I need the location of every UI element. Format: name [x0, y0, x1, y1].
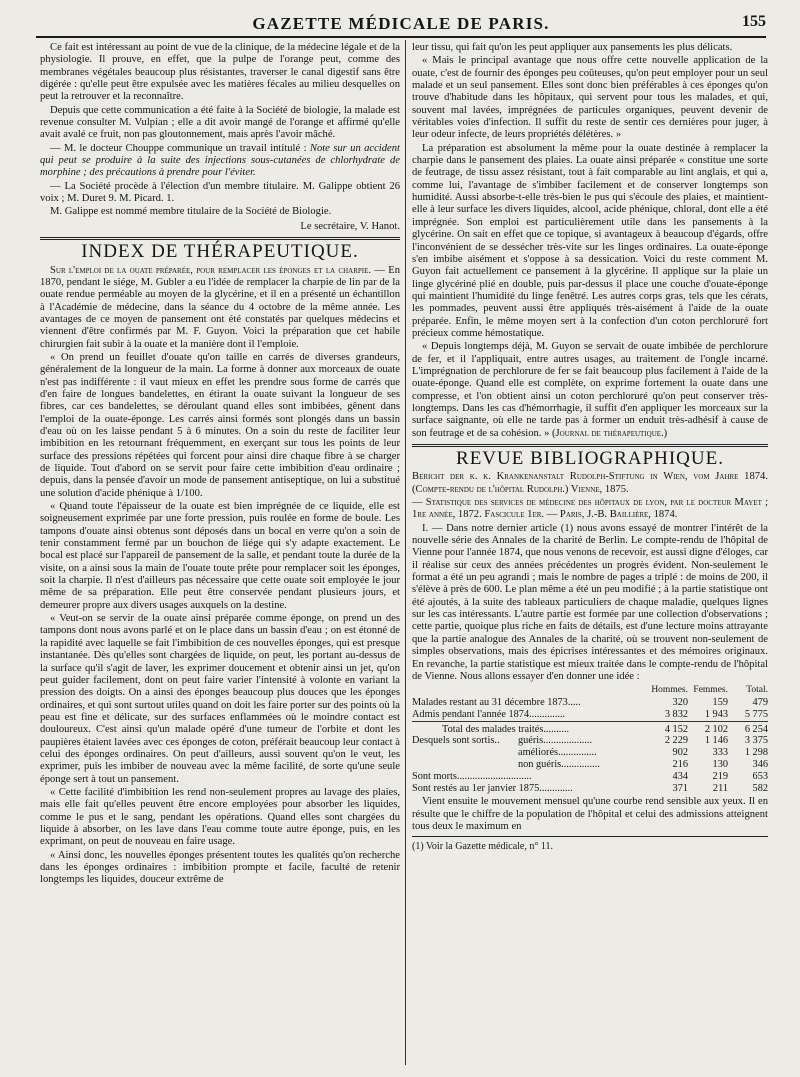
journal-title: GAZETTE MÉDICALE DE PARIS. [252, 14, 550, 33]
signature: Le secrétaire, V. Hanot. [300, 220, 400, 232]
paragraph: « Cette facilité d'imbibition les rend non-seulement propres au lavage des plaies, mais elle fait qu'elles peuvent être encore employées pour absorber les liquides, comme le pus et le sang, pendant les opérations. Quand elles sont chargées du liquide à absorber, on les lave dans l'eau comme toute autre éponge, puis, en les exprimant, on peut de nouveau en faire usage. [40, 786, 400, 848]
table-row: améliorés............... 902 333 1 298 [518, 747, 768, 759]
table-row: Sont morts............................. 434 219 653 [412, 770, 768, 782]
text-run: — En 1870, pendant le siége, M. Gubler a eu l'idée de remplacer la charpie de lin par de la ouate rendue perméable au moyen de la glycérine, et il en a présenté un échantillon à l'Académie de médecine, dans la séance du 4 octobre de la même année. Les avantages de ce moyen de pansement ont été constatés par quelques médecins et viennent d'être confirmés par M. F. Guyon. Voici la préparation que cet habile chirurgien fait subir à la ouate et la manière dont il l'emploie. [40, 264, 400, 350]
paragraph: Depuis que cette communication a été faite à la Société de biologie, la malade est revenue consulter M. Vulpian ; elle a dit avoir mangé de l'orange et affirmé qu'elle avait avalé ce fruit, non pas gloutonnement, mais après l'avoir mâché. [40, 104, 400, 141]
section-title-bibliographique: REVUE BIBLIOGRAPHIQUE. [456, 448, 724, 469]
paragraph: « Ainsi donc, les nouvelles éponges présentent toutes les qualités qu'on recherche dans les éponges ordinaires : imbibition prompte et facile, faculté de retenir longtemps les liquides, douceur extrême de [40, 849, 400, 886]
page-number: 155 [742, 13, 766, 30]
left-column [40, 42, 400, 888]
bibliographic-reference: — Statistique des services de médecine des hôpitaux de lyon, par le docteur Mayet ; 1re année, 1872. Fascicule 1er. — Paris, J.-B. Baillière, 1874. [412, 497, 768, 521]
column-header: Total. [746, 685, 768, 696]
paragraph: Ce fait est intéressant au point de vue de la clinique, de la médecine légale et de la physiologie. Il prouve, en effet, que la pulpe de l'orange peut, comme des membranes végétales beaucoup plus résistantes, traverser le canal digestif sans être digérée : qu'elle peut être expulsée avec les matières fécales au milieu desquelles on peut la retrouver et la reconnaître. [40, 42, 400, 103]
page-header [36, 10, 766, 38]
footnote-rule [412, 836, 768, 837]
paragraph: « Veut-on se servir de la ouate ainsi préparée comme éponge, on prend un des tampons dont nous avons parlé et on le place dans un bassin d'eau ; on est étonné de la rapidité avec laquelle se fait l'imbibition de ces nouvelles éponges, qui est presque instantanée. Dès qu'elles sont chargées de liquide, on peut, les portant au-dessus de la surface qu'il s'agit de laver, les exprimer doucement et obtenir ainsi un jet, qu'on peut guider facilement, dont on peut faire varier l'intensité à volonte en variant la pression des doigts. On a ainsi des éponges beaucoup plus douces que les éponges ordinaires, et qui sont surtout utiles quand on doit les faire porter sur des points où la peau est fine et délicate, sur des surfaces enflammées où le moindre contact est douloureux. C'est ainsi qu'un malade opéré d'une tumeur de l'orbite et dont les paupières étaient lavées avec ces éponges de coton, préférait beaucoup leur contact à celui des éponges ordinaires. On peut d'ailleurs, aussi souvent qu'on le veut, les exprimer, puis les imbiber de nouveau avec la même facilité, de sorte qu'une seule éponge sert à tout un pansement. [40, 613, 400, 785]
table-row: Admis pendant l'année 1874.............. 3 832 1 943 5 775 [412, 708, 768, 720]
article-heading: Sur l'emploi de la ouate préparée, pour remplacer les éponges et la charpie. [50, 264, 372, 276]
paragraph: I. — Dans notre dernier article (1) nous avons essayé de montrer l'intérêt de la nouvelle série des Annales de la charité de Berlin. Le compte-rendu de l'hôpital de Vienne pour l'année 1874, que nous venons de recevoir, est aussi digne d'éloges, car il réalise sur ceux des années précédentes un progrès évident. Non-seulement le format a été un peu agrandi ; mais le nombre de pages a triplé : de moins de 200, il s'élève à près de 600. Le plan même a été un peu modifié ; à la partie statistique ont été ajoutés, à la suite des tableaux particuliers de chaque maladie, quelques lignes sur les cas intéressants. L'autre partie est formée par une collection d'observations ; cette partie, quoique plus riche en faits de détails, est d'une lecture moins attrayante que la partie analogue des Annales de la charité, où se trouvent non-seulement de simples observations, mais des épicrises intéressantes et des mémoires originaux. En revanche, la partie statistique est mieux traitée dans le compte-rendu de l'hôpital de Vienne. Nous allons essayer d'en donner une idée : [412, 522, 768, 682]
column-header: Femmes. [693, 685, 728, 696]
table-row: Malades restant au 31 décembre 1873..... 320 159 479 [412, 696, 768, 708]
paragraph: « Quand toute l'épaisseur de la ouate est bien imprégnée de ce liquide, elle est soigneusement exprimée par une forte pression, puis roulée en forme de boule. Les tampons d'ouate ainsi obtenus sont déposés dans un bocal en verre qu'on a soin de tenir constamment fermé par un bouchon de liége qui s'y adapte exactement. Le bocal est placé sur l'appareil de pansement de la salle, et pendant toute la durée de la visite, on a ainsi sous la main de l'ouate toute prête pour remplacer soit les éponges, soit la charpie. Il n'est d'ailleurs pas nécessaire que cette ouate soit employée le jour même de sa préparation. Elle peut être conservée pendant plusieurs jours, et demeurer propre aux divers usages auxquels on la destine. [40, 501, 400, 611]
section-separator [412, 444, 768, 447]
table-row: Desquels sont sortis.. guéris................... 2 229 1 146 3 375 [412, 735, 768, 747]
work-title: Note sur un accident qui peut se produire à la suite des injections sous-cutanées de chlorhydrate de morphine ; des précautions à prendre pour l'éviter. [40, 142, 400, 179]
paragraph [40, 265, 400, 351]
column-divider [405, 40, 406, 1065]
table-row: Sont restés au 1er janvier 1875............. 371 211 582 [412, 782, 768, 794]
source-citation: (Journal de thérapeutique.) [552, 427, 668, 439]
paragraph: La préparation est absolument la même pour la ouate destinée à remplacer la charpie dans le pansement des plaies. La ouate ainsi préparée « constitue une sorte de feutrage, de tissu assez résistant, tout à fait comparable au lint anglais, et qui a, comme lui, l'avantage de s'imbiber facilement et de conserver longtemps son humidité. Aussi absorbe-t-elle très-bien le pus qui s'écoule des plaies, et maintient-elle à leur surface les divers liquides, alcool, acide phénique, chloral, dont elle a été imprégnée. Son emploi est particulièrement utile dans les pansements à la glycérine. On sait en effet que ce topique, si avantageux à beaucoup d'égards, offre l'inconvénient de se dessécher très-vite sur les linges ordinaires. La ouate-éponge s'en imbibe aisément et s'oppose à sa dessication. Voici du reste comment M. Guyon fait actuellement ce pansement à la glycérine. Il applique sur la plaie un linge glycériné plié en double, puis par-dessus il place une couche d'ouate-éponge qui maintient l'humidité du linge fenêtré. Les autres corps gras, tels que les cérats, les pommades, peuvent aussi être appliqués très-aisément à l'aide de la ouate préparée. Enfin, le même moyen sert à la confection d'un coton perchloruré fort précieux comme hémostatique. [412, 142, 768, 339]
right-column [412, 42, 768, 854]
bibliographic-reference: Bericht der k. k. Krankenanstalt Rudolph-Stiftung in Wien, vom Jahre 1874. (Compte-rendu de l'hôpital Rudolph.) Vienne, 1875. [412, 471, 768, 495]
text-run: « Depuis longtemps déjà, M. Guyon se servait de ouate imbibée de perchlorure de fer, et il l'appliquait, entre autres usages, au traitement de l'ongle incarné. L'imprégnation de perchlorure de fer se fait beaucoup plus facilement à l'aide de la ouate-éponge. Quand elle est complète, on exprime fortement la ouate dans une compresse, et l'on obtient ainsi un coton perchloruré qu'on peut conserver très-longtemps. Dans les cas d'hémorrhagie, il suffit d'en appliquer les morceaux sur la surface saignante, où elle ne tarde pas à former un enduit très-adhésif à cause de son feutrage et de sa cohésion. » [412, 341, 768, 439]
section-separator [40, 237, 400, 240]
paragraph [40, 143, 400, 180]
table-row: Total des malades traités.......... 4 152 2 102 6 254 [442, 723, 768, 735]
statistics-table [412, 685, 768, 794]
section-title-therapeutique: INDEX DE THÉRAPEUTIQUE. [81, 241, 359, 263]
column-header: Hommes. [651, 685, 688, 696]
paragraph: Vient ensuite le mouvement mensuel qu'une courbe rend sensible aux yeux. Il en résulte que le chiffre de la population de l'hôpital et celui des admissions atteignent tous deux le maximum en [412, 796, 768, 833]
paragraph [412, 341, 768, 440]
footnote: (1) Voir la Gazette médicale, n° 11. [412, 841, 553, 853]
paragraph: leur tissu, qui fait qu'on les peut appliquer aux pansements les plus délicats. [412, 42, 733, 53]
paragraph: « On prend un feuillet d'ouate qu'on taille en carrés de diverses grandeurs, généralement de la longueur de la main. La forme à donner aux morceaux de ouate n'est pas indifférente : il vaut mieux en effet les prendre sous forme de carrés que d'en faire de longues bandelettes, en étirant la ouate suivant la longueur de ses fibres, car ces bandelettes, se déroulant quand elles sont imbibées, gênent dans l'emploi de la ouate-éponge. Les carrés ainsi formés sont plongés dans un bassin d'eau où on les laisse pendant 5 à 6 minutes. On a soin du reste de faciliter leur imbibition en les retournant fréquemment, en exerçant sur tous les points de leur surface des pressions répétées qui forcent pour ainsi dire chaque fibre à se charger de liquide. Tout d'abord on se servit pour faire cette imbibition d'eau ordinaire ; depuis, dans la pensée d'avoir un mode de pansement antiseptique, on lui a substitué une solution d'acide phénique à 1/100. [40, 351, 400, 499]
text-run: — M. le docteur Chouppe communique un travail intitulé : [50, 142, 310, 154]
group-label: Desquels sont sortis.. [412, 735, 500, 747]
paragraph: « Mais le principal avantage que nous offre cette nouvelle application de la ouate, c'est de fournir des éponges peu coûteuses, qu'on peut employer pour un seul malade et un seul pansement. Elles sont donc bien préférables à ces éponges qu'on trouve d'habitude dans les hôpitaux, qui servent pour tous les malades, et qui, souvent mal lavées, imprégnées de particules organiques, peuvent devenir de véritables voies d'infection. Il suffit du reste de sentir ces dernières pour juger, à leur odeur infecte, de leurs propriétés délétères. » [412, 55, 768, 141]
paragraph: — La Société procède à l'élection d'un membre titulaire. M. Galippe obtient 26 voix ; M. Duret 9. M. Picard. 1. [40, 180, 400, 205]
paragraph: M. Galippe est nommé membre titulaire de la Société de Biologie. [50, 206, 332, 218]
table-row: non guéris............... 216 130 346 [518, 758, 768, 770]
